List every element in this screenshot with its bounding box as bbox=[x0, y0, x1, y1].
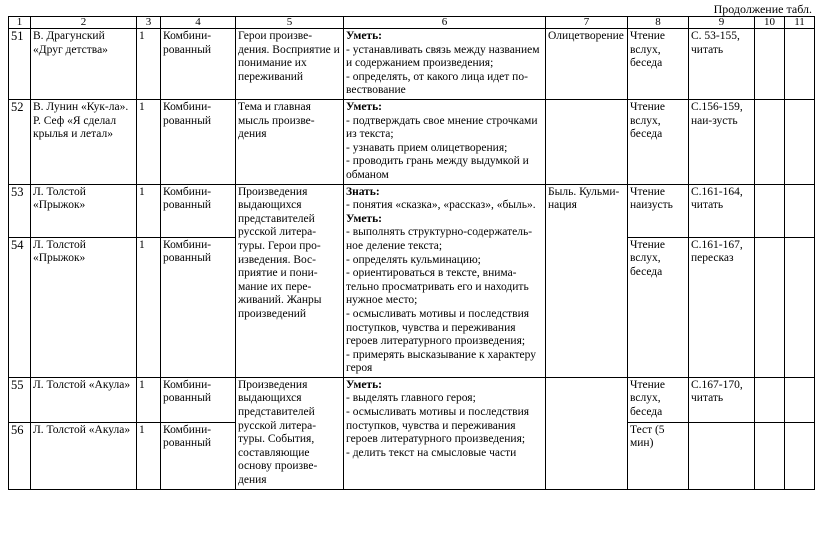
lesson-homework: С. 53-155, читать bbox=[689, 29, 755, 100]
lesson-hours: 1 bbox=[137, 184, 161, 237]
skill-item: - делить текст на смысловые части bbox=[346, 446, 517, 459]
lesson-topic: Тема и главная мысль произве-дения bbox=[236, 100, 344, 185]
skill-item: - проводить грань между выдумкой и обманом bbox=[346, 155, 529, 181]
table-row bbox=[9, 100, 815, 185]
empty-cell bbox=[755, 29, 785, 100]
header-cell: 11 bbox=[785, 17, 815, 29]
lesson-activity: Чтение вслух, беседа bbox=[628, 377, 689, 422]
lesson-number: 55 bbox=[9, 377, 31, 422]
skill-item: - выделять главного героя; bbox=[346, 392, 476, 405]
lesson-activity: Чтение наизусть bbox=[628, 184, 689, 237]
header-row bbox=[9, 17, 815, 29]
lesson-hours: 1 bbox=[137, 100, 161, 185]
lesson-hours: 1 bbox=[137, 377, 161, 422]
lesson-skills bbox=[344, 377, 546, 489]
header-cell: 8 bbox=[628, 17, 689, 29]
lesson-topic: Произведения выдающихся представителей русской литера-туры. События, составляющие основу произве-дения bbox=[236, 377, 344, 489]
lesson-homework bbox=[689, 422, 755, 489]
skills-heading: Уметь: bbox=[346, 30, 382, 42]
lesson-type: Комбини-рованный bbox=[161, 29, 236, 100]
header-cell: 3 bbox=[137, 17, 161, 29]
skill-item: - понятия «сказка», «рассказ», «быль». bbox=[346, 199, 536, 212]
skill-item: - ориентироваться в тексте, внима-тельно просматривать его и находить нужное место; bbox=[346, 267, 529, 307]
header-cell: 10 bbox=[755, 17, 785, 29]
lesson-homework: С.161-164, читать bbox=[689, 184, 755, 237]
lesson-plan-table bbox=[8, 16, 815, 490]
table-row bbox=[9, 29, 815, 100]
lesson-activity: Чтение вслух, беседа bbox=[628, 29, 689, 100]
header-cell: 1 bbox=[9, 17, 31, 29]
lesson-title: Л. Толстой «Акула» bbox=[31, 422, 137, 489]
header-cell: 2 bbox=[31, 17, 137, 29]
lesson-activity: Чтение вслух, беседа bbox=[628, 237, 689, 377]
lesson-terms bbox=[546, 100, 628, 185]
empty-cell bbox=[785, 100, 815, 185]
lesson-homework: С.161-167, пересказ bbox=[689, 237, 755, 377]
lesson-topic: Произведения выдающихся представителей русской литера-туры. Герои про-изведения. Вос-приятие и пони-мание их пере-живаний. Жанры произведений bbox=[236, 184, 344, 377]
lesson-type: Комбини-рованный bbox=[161, 422, 236, 489]
empty-cell bbox=[785, 377, 815, 422]
skill-item: - осмысливать мотивы и последствия поступков, чувства и переживания героев литературного произведения; bbox=[346, 307, 530, 348]
lesson-topic: Герои произве-дения. Восприятие и понимание их переживаний bbox=[236, 29, 344, 100]
header-cell: 7 bbox=[546, 17, 628, 29]
empty-cell bbox=[785, 237, 815, 377]
table-row bbox=[9, 184, 815, 237]
continuation-label: Продолжение табл. bbox=[713, 2, 812, 16]
lesson-type: Комбини-рованный bbox=[161, 377, 236, 422]
lesson-number: 53 bbox=[9, 184, 31, 237]
skill-item: - определять кульминацию; bbox=[346, 253, 481, 266]
lesson-number: 51 bbox=[9, 29, 31, 100]
header-cell: 9 bbox=[689, 17, 755, 29]
empty-cell bbox=[755, 422, 785, 489]
skill-item: - примерять высказывание к характеру героя bbox=[346, 348, 536, 375]
lesson-skills bbox=[344, 184, 546, 377]
lesson-hours: 1 bbox=[137, 29, 161, 100]
header-cell: 6 bbox=[344, 17, 546, 29]
skill-item: - узнавать прием олицетворения; bbox=[346, 141, 508, 154]
lesson-homework: С.156-159, наи-зусть bbox=[689, 100, 755, 185]
lesson-number: 54 bbox=[9, 237, 31, 377]
lesson-title: В. Драгунский «Друг детства» bbox=[31, 29, 137, 100]
empty-cell bbox=[755, 237, 785, 377]
lesson-title: Л. Толстой «Акула» bbox=[31, 377, 137, 422]
empty-cell bbox=[785, 29, 815, 100]
skill-item: - определять, от какого лица идет по-вествование bbox=[346, 70, 528, 97]
skill-item: - выполнять структурно-содержатель-ное деление текста; bbox=[346, 226, 533, 252]
empty-cell bbox=[546, 377, 628, 489]
lesson-activity: Тест (5 мин) bbox=[628, 422, 689, 489]
empty-cell bbox=[755, 100, 785, 185]
header-cell: 4 bbox=[161, 17, 236, 29]
lesson-title: Л. Толстой «Прыжок» bbox=[31, 237, 137, 377]
lesson-type: Комбини-рованный bbox=[161, 100, 236, 185]
lesson-activity: Чтение вслух, беседа bbox=[628, 100, 689, 185]
skill-item: - осмысливать мотивы и последствия поступков, чувства и переживания героев литературного произведения; bbox=[346, 406, 530, 446]
empty-cell bbox=[755, 184, 785, 237]
skills-heading: Знать: bbox=[346, 185, 380, 198]
lesson-hours: 1 bbox=[137, 422, 161, 489]
skill-item: - подтверждать свое мнение строчками из текста; bbox=[346, 114, 538, 141]
lesson-skills bbox=[344, 29, 546, 100]
skills-heading: Уметь: bbox=[346, 101, 382, 113]
lesson-type: Комбини-рованный bbox=[161, 237, 236, 377]
empty-cell bbox=[785, 184, 815, 237]
lesson-number: 56 bbox=[9, 422, 31, 489]
empty-cell bbox=[755, 377, 785, 422]
skills-heading: Уметь: bbox=[346, 212, 382, 225]
empty-cell bbox=[785, 422, 815, 489]
lesson-terms: Быль. Кульми-нация bbox=[546, 184, 628, 377]
lesson-hours: 1 bbox=[137, 237, 161, 377]
lesson-title: В. Лунин «Кук-ла». Р. Сеф «Я сделал крылья и летал» bbox=[31, 100, 137, 185]
lesson-title: Л. Толстой «Прыжок» bbox=[31, 184, 137, 237]
header-cell: 5 bbox=[236, 17, 344, 29]
lesson-type: Комбини-рованный bbox=[161, 184, 236, 237]
table-row bbox=[9, 377, 815, 422]
lesson-homework: С.167-170, читать bbox=[689, 377, 755, 422]
lesson-skills bbox=[344, 100, 546, 185]
skills-heading: Уметь: bbox=[346, 378, 382, 391]
lesson-number: 52 bbox=[9, 100, 31, 185]
skill-item: - устанавливать связь между названием и содержанием произведения; bbox=[346, 43, 540, 70]
lesson-terms: Олицетворение bbox=[546, 29, 628, 100]
